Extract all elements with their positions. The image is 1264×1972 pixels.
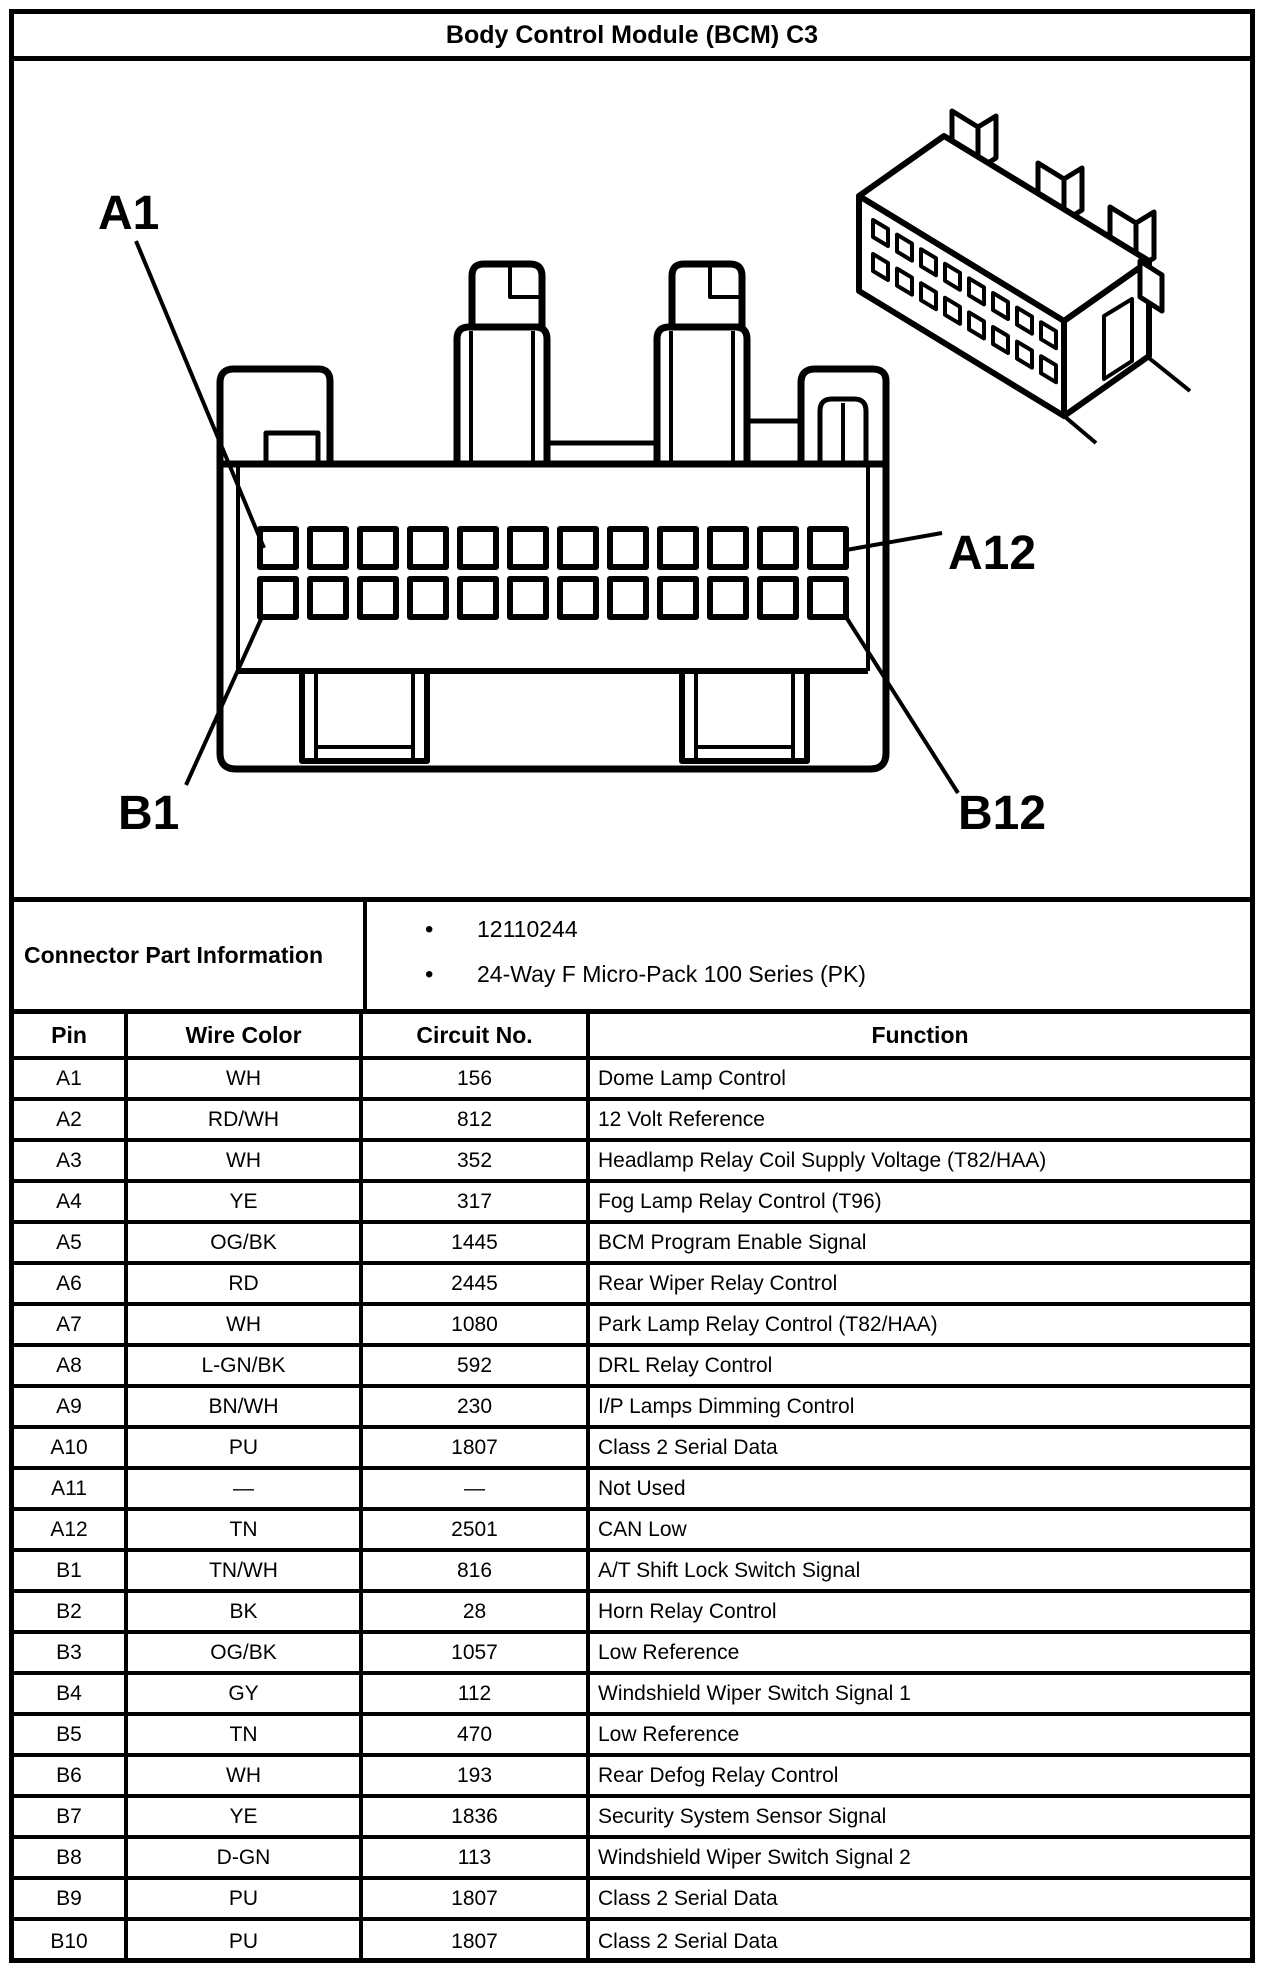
- page-title: Body Control Module (BCM) C3: [14, 14, 1250, 61]
- wire-color-cell: OG/BK: [128, 1224, 363, 1261]
- function-cell: Horn Relay Control: [598, 1599, 777, 1623]
- pin-cell: B9: [14, 1880, 128, 1917]
- connector-diagram: [14, 61, 1250, 902]
- front-left-shoulder: [220, 369, 330, 464]
- pin-cell: A1: [14, 1060, 128, 1097]
- pin-hole: [310, 579, 346, 617]
- table-row: [14, 1470, 1250, 1511]
- pin-hole: [660, 529, 696, 567]
- table-row: [14, 1880, 1250, 1921]
- pin-hole: [460, 529, 496, 567]
- pin-hole: [810, 579, 846, 617]
- pin-cell: B4: [14, 1675, 128, 1712]
- table-row: [14, 1306, 1250, 1347]
- table-row: [14, 1101, 1250, 1142]
- circuit-no-cell: —: [363, 1470, 590, 1507]
- part-info-item: [425, 916, 1250, 961]
- bullet-icon: •: [425, 961, 434, 988]
- part-info-item: [425, 961, 1250, 1006]
- pin-label-a1: A1: [98, 187, 160, 240]
- circuit-no-cell: 352: [363, 1142, 590, 1179]
- pin-hole: [760, 579, 796, 617]
- table-row: [14, 1716, 1250, 1757]
- wire-color-cell: RD/WH: [128, 1101, 363, 1138]
- pin-hole: [460, 579, 496, 617]
- part-info-list: [367, 902, 1250, 1009]
- function-cell: Rear Wiper Relay Control: [598, 1271, 838, 1295]
- function-cell: Park Lamp Relay Control (T82/HAA): [598, 1312, 938, 1336]
- function-cell: Class 2 Serial Data: [598, 1435, 778, 1459]
- wire-color-cell: BK: [128, 1593, 363, 1630]
- table-row: [14, 1388, 1250, 1429]
- table-row: [14, 1839, 1250, 1880]
- function-cell: 12 Volt Reference: [598, 1107, 765, 1131]
- circuit-no-cell: 816: [363, 1552, 590, 1589]
- function-cell: Security System Sensor Signal: [598, 1804, 887, 1828]
- pin-hole: [410, 529, 446, 567]
- pin-hole: [810, 529, 846, 567]
- function-cell: DRL Relay Control: [598, 1353, 773, 1377]
- header-circuit-no: Circuit No.: [363, 1014, 590, 1056]
- pin-hole: [760, 529, 796, 567]
- pin-cell: B10: [14, 1921, 128, 1962]
- circuit-no-cell: 317: [363, 1183, 590, 1220]
- table-row: [14, 1347, 1250, 1388]
- pin-cell: B7: [14, 1798, 128, 1835]
- wire-color-cell: WH: [128, 1060, 363, 1097]
- connector-3d-view: [859, 111, 1190, 443]
- table-row: [14, 1183, 1250, 1224]
- table-row: [14, 1265, 1250, 1306]
- table-row: [14, 1060, 1250, 1101]
- pin-hole: [260, 529, 296, 567]
- wire-color-cell: L-GN/BK: [128, 1347, 363, 1384]
- circuit-no-cell: 1836: [363, 1798, 590, 1835]
- function-cell: Not Used: [598, 1476, 686, 1500]
- pin-cell: A12: [14, 1511, 128, 1548]
- pin-label-b1: B1: [118, 787, 180, 840]
- function-cell: Dome Lamp Control: [598, 1066, 786, 1090]
- function-cell: A/T Shift Lock Switch Signal: [598, 1558, 861, 1582]
- circuit-no-cell: 230: [363, 1388, 590, 1425]
- header-pin: Pin: [14, 1014, 128, 1056]
- circuit-no-cell: 1080: [363, 1306, 590, 1343]
- pin-hole: [360, 579, 396, 617]
- wire-color-cell: TN: [128, 1511, 363, 1548]
- part-number: 12110244: [477, 916, 578, 942]
- pin-hole: [710, 529, 746, 567]
- function-cell: Rear Defog Relay Control: [598, 1763, 839, 1787]
- pin-hole: [610, 579, 646, 617]
- wire-color-cell: WH: [128, 1142, 363, 1179]
- function-cell: BCM Program Enable Signal: [598, 1230, 867, 1254]
- wire-color-cell: D-GN: [128, 1839, 363, 1876]
- circuit-no-cell: 1807: [363, 1921, 590, 1962]
- circuit-no-cell: 1807: [363, 1880, 590, 1917]
- pin-cell: A9: [14, 1388, 128, 1425]
- wire-color-cell: OG/BK: [128, 1634, 363, 1671]
- table-row: [14, 1921, 1250, 1962]
- circuit-no-cell: 193: [363, 1757, 590, 1794]
- table-row: [14, 1634, 1250, 1675]
- table-row: [14, 1429, 1250, 1470]
- pin-cell: B8: [14, 1839, 128, 1876]
- manual-page: [9, 9, 1255, 1963]
- function-cell: I/P Lamps Dimming Control: [598, 1394, 855, 1418]
- wire-color-cell: PU: [128, 1429, 363, 1466]
- wire-color-cell: BN/WH: [128, 1388, 363, 1425]
- pin-cell: A10: [14, 1429, 128, 1466]
- pin-cell: A8: [14, 1347, 128, 1384]
- circuit-no-cell: 2445: [363, 1265, 590, 1302]
- pin-hole: [260, 579, 296, 617]
- pin-hole: [660, 579, 696, 617]
- part-info-label: Connector Part Information: [14, 902, 367, 1009]
- bullet-icon: •: [425, 916, 434, 943]
- circuit-no-cell: 1057: [363, 1634, 590, 1671]
- wire-color-cell: YE: [128, 1183, 363, 1220]
- pin-cell: B6: [14, 1757, 128, 1794]
- wire-color-cell: TN/WH: [128, 1552, 363, 1589]
- wire-color-cell: WH: [128, 1306, 363, 1343]
- pin-cell: A2: [14, 1101, 128, 1138]
- wire-color-cell: GY: [128, 1675, 363, 1712]
- pin-label-a12: A12: [948, 527, 1037, 580]
- wire-color-cell: RD: [128, 1265, 363, 1302]
- pin-hole: [310, 529, 346, 567]
- function-cell: Fog Lamp Relay Control (T96): [598, 1189, 882, 1213]
- wire-color-cell: PU: [128, 1880, 363, 1917]
- table-row: [14, 1675, 1250, 1716]
- table-row: [14, 1142, 1250, 1183]
- function-cell: Low Reference: [598, 1722, 740, 1746]
- pin-hole: [710, 579, 746, 617]
- pin-hole: [360, 529, 396, 567]
- pin-hole: [610, 529, 646, 567]
- table-row: [14, 1593, 1250, 1634]
- circuit-no-cell: 28: [363, 1593, 590, 1630]
- pin-cell: B3: [14, 1634, 128, 1671]
- pin-hole: [410, 579, 446, 617]
- function-cell: Low Reference: [598, 1640, 740, 1664]
- header-wire-color: Wire Color: [128, 1014, 363, 1056]
- function-cell: Headlamp Relay Coil Supply Voltage (T82/HAA): [598, 1148, 1047, 1172]
- function-cell: Class 2 Serial Data: [598, 1886, 778, 1910]
- pin-cell: B1: [14, 1552, 128, 1589]
- connector-front-view: [220, 264, 886, 769]
- circuit-no-cell: 470: [363, 1716, 590, 1753]
- table-row: [14, 1224, 1250, 1265]
- circuit-no-cell: 156: [363, 1060, 590, 1097]
- wire-color-cell: —: [128, 1470, 363, 1507]
- circuit-no-cell: 112: [363, 1675, 590, 1712]
- pin-cell: A3: [14, 1142, 128, 1179]
- pin-hole: [560, 579, 596, 617]
- pin-cell: A11: [14, 1470, 128, 1507]
- wire-color-cell: WH: [128, 1757, 363, 1794]
- table-row: [14, 1511, 1250, 1552]
- pin-label-b12: B12: [958, 787, 1047, 840]
- pin-hole: [560, 529, 596, 567]
- connector-series: 24-Way F Micro-Pack 100 Series (PK): [477, 961, 866, 987]
- pin-cell: A6: [14, 1265, 128, 1302]
- circuit-no-cell: 1807: [363, 1429, 590, 1466]
- function-cell: Class 2 Serial Data: [598, 1929, 778, 1953]
- function-cell: Windshield Wiper Switch Signal 1: [598, 1681, 911, 1705]
- wire-color-cell: YE: [128, 1798, 363, 1835]
- connector-part-info: [14, 902, 1250, 1014]
- table-row: [14, 1798, 1250, 1839]
- circuit-no-cell: 1445: [363, 1224, 590, 1261]
- pin-cell: B5: [14, 1716, 128, 1753]
- wire-color-cell: TN: [128, 1716, 363, 1753]
- circuit-no-cell: 2501: [363, 1511, 590, 1548]
- pin-hole: [510, 529, 546, 567]
- connector-diagram-svg: [14, 61, 1250, 897]
- pinout-table-body: [14, 1060, 1250, 1962]
- function-cell: Windshield Wiper Switch Signal 2: [598, 1845, 911, 1869]
- wire-color-cell: PU: [128, 1921, 363, 1962]
- circuit-no-cell: 592: [363, 1347, 590, 1384]
- pin-cell: B2: [14, 1593, 128, 1630]
- table-header-row: [14, 1014, 1250, 1060]
- pin-hole: [510, 579, 546, 617]
- circuit-no-cell: 812: [363, 1101, 590, 1138]
- pin-cell: A7: [14, 1306, 128, 1343]
- header-function: Function: [871, 1021, 969, 1048]
- pin-cell: A5: [14, 1224, 128, 1261]
- table-row: [14, 1552, 1250, 1593]
- circuit-no-cell: 113: [363, 1839, 590, 1876]
- function-cell: CAN Low: [598, 1517, 687, 1541]
- table-row: [14, 1757, 1250, 1798]
- pin-cell: A4: [14, 1183, 128, 1220]
